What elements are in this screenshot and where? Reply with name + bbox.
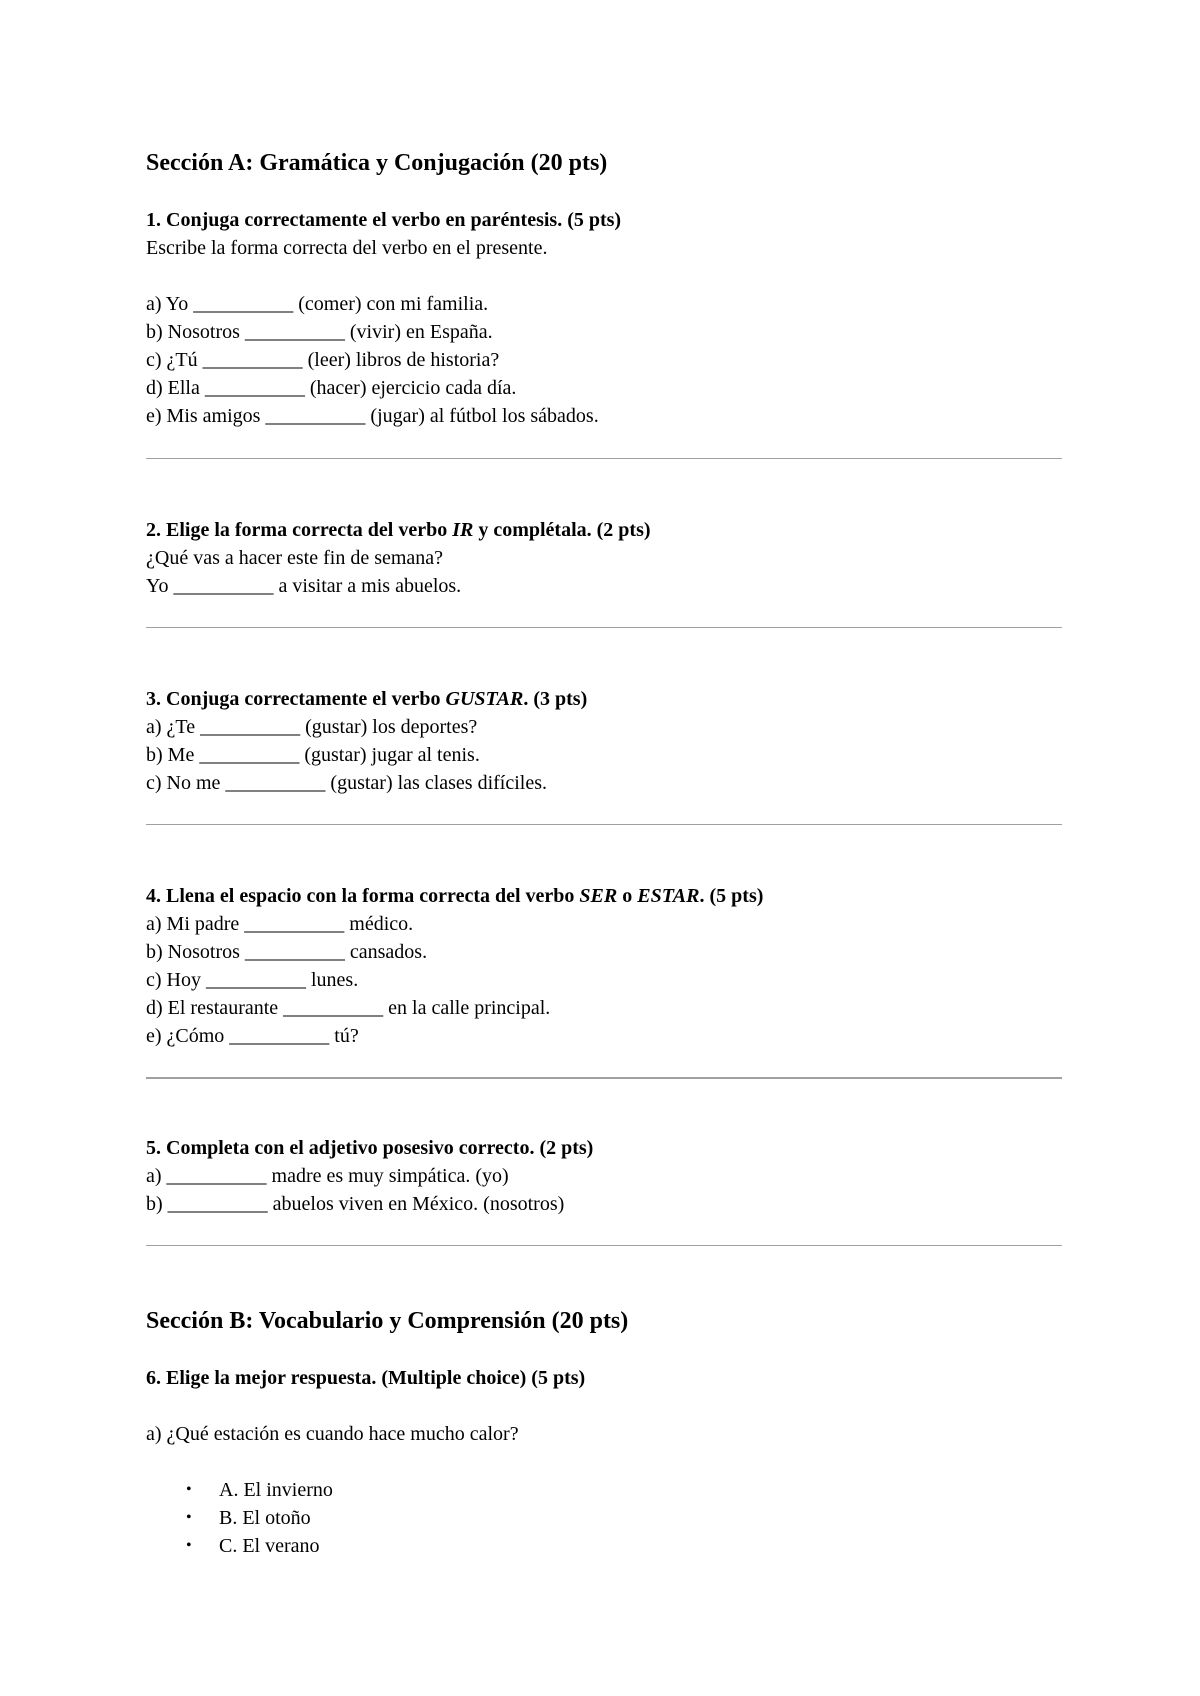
- question-4: [146, 882, 1062, 1050]
- question-3: [146, 685, 1062, 797]
- question-1-item-e: e) Mis amigos __________ (jugar) al fútbol los sábados.: [146, 405, 599, 427]
- question-6-prompt: a) ¿Qué estación es cuando hace mucho calor?: [146, 1423, 519, 1445]
- question-1-title: 1. Conjuga correctamente el verbo en paréntesis. (5 pts): [146, 209, 622, 231]
- question-5-title: 5. Completa con el adjetivo posesivo correcto. (2 pts): [146, 1137, 594, 1159]
- question-6-title: 6. Elige la mejor respuesta. (Multiple choice) (5 pts): [146, 1367, 586, 1389]
- question-3-item-b: b) Me __________ (gustar) jugar al tenis.: [146, 744, 480, 766]
- question-2: [146, 516, 1062, 600]
- divider: [146, 1245, 1062, 1246]
- question-4-item-b: b) Nosotros __________ cansados.: [146, 941, 428, 963]
- question-4-item-e: e) ¿Cómo __________ tú?: [146, 1025, 359, 1047]
- question-1-item-a: a) Yo __________ (comer) con mi familia.: [146, 293, 489, 315]
- divider: [146, 458, 1062, 459]
- question-4-item-a: a) Mi padre __________ médico.: [146, 913, 414, 935]
- question-3-item-c: c) No me __________ (gustar) las clases difíciles.: [146, 772, 548, 794]
- question-5: [146, 1134, 1062, 1218]
- section-b-title: Sección B: Vocabulario y Comprensión (20 pts): [146, 1308, 629, 1334]
- question-2-prompt: ¿Qué vas a hacer este fin de semana?: [146, 547, 444, 569]
- verb-gustar: GUSTAR: [445, 688, 524, 710]
- question-1-item-c: c) ¿Tú __________ (leer) libros de historia?: [146, 349, 500, 371]
- section-a: [146, 148, 1062, 178]
- question-2-title: 2. Elige la forma correcta del verbo IR y complétala. (2 pts): [146, 519, 651, 541]
- choice-c: [146, 1532, 1062, 1560]
- question-4-item-d: d) El restaurante __________ en la calle principal.: [146, 997, 551, 1019]
- choice-label: B. El otoño: [219, 1507, 311, 1529]
- question-1-item-b: b) Nosotros __________ (vivir) en España.: [146, 321, 493, 343]
- question-1-instruction: Escribe la forma correcta del verbo en el presente.: [146, 237, 548, 259]
- question-5-item-b: b) __________ abuelos viven en México. (nosotros): [146, 1193, 565, 1215]
- question-3-item-a: a) ¿Te __________ (gustar) los deportes?: [146, 716, 478, 738]
- question-1: [146, 206, 1062, 430]
- question-4-title: 4. Llena el espacio con la forma correcta del verbo SER o ESTAR. (5 pts): [146, 885, 764, 907]
- divider: [146, 824, 1062, 825]
- bullet-icon: •: [186, 1481, 192, 1498]
- verb-estar: ESTAR: [637, 885, 700, 907]
- bullet-icon: •: [186, 1537, 192, 1554]
- choice-label: C. El verano: [219, 1535, 320, 1557]
- question-2-item: Yo __________ a visitar a mis abuelos.: [146, 575, 462, 597]
- bullet-icon: •: [186, 1509, 192, 1526]
- question-5-item-a: a) __________ madre es muy simpática. (yo): [146, 1165, 509, 1187]
- question-6: [146, 1364, 1062, 1560]
- section-b: [146, 1306, 1062, 1336]
- choice-b: [146, 1504, 1062, 1532]
- section-a-title: Sección A: Gramática y Conjugación (20 pts): [146, 150, 608, 176]
- question-1-item-d: d) Ella __________ (hacer) ejercicio cada día.: [146, 377, 517, 399]
- choice-list: [146, 1476, 1062, 1560]
- question-4-item-c: c) Hoy __________ lunes.: [146, 969, 359, 991]
- verb-ser: SER: [579, 885, 618, 907]
- worksheet-page: [146, 0, 1062, 1696]
- divider: [146, 1077, 1062, 1079]
- choice-a: [146, 1476, 1062, 1504]
- divider: [146, 627, 1062, 628]
- verb-ir: IR: [452, 519, 474, 541]
- question-3-title: 3. Conjuga correctamente el verbo GUSTAR. (3 pts): [146, 688, 588, 710]
- choice-label: A. El invierno: [219, 1479, 333, 1501]
